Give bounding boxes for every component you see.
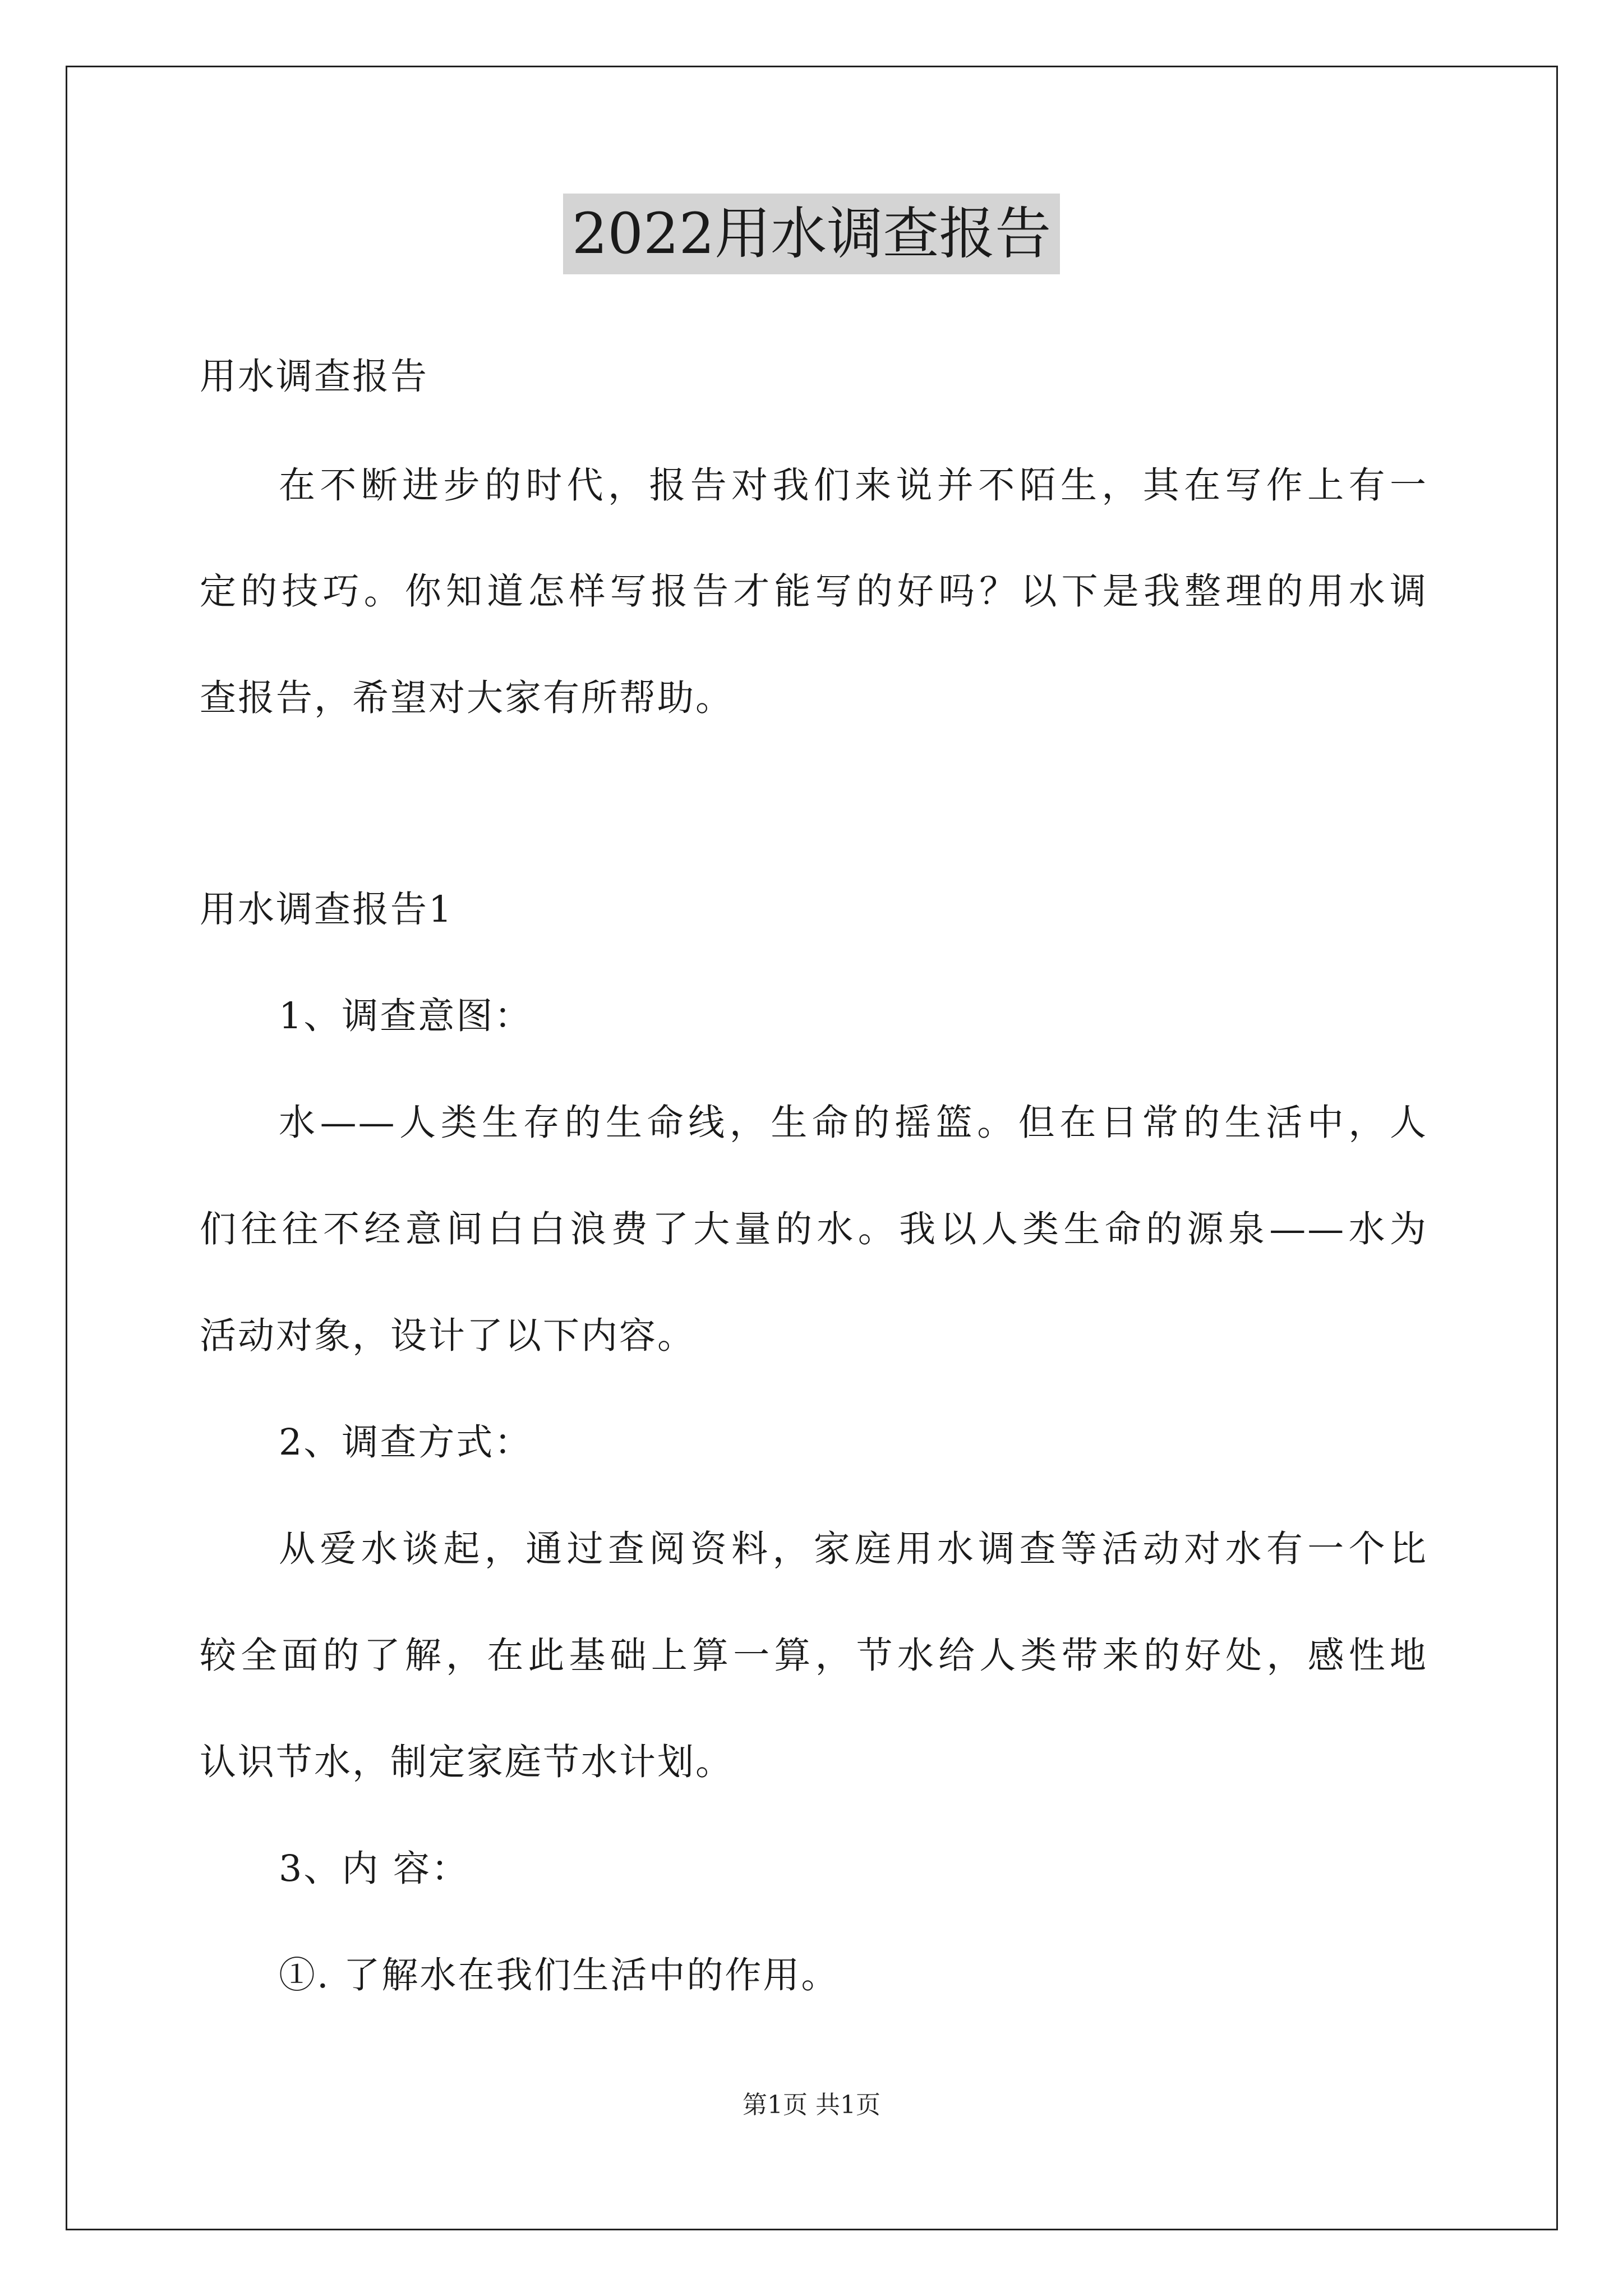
method-paragraph-line-2: 较全面的了解，在此基础上算一算，节水给人类带来的好处，感性地 (200, 1635, 1428, 1677)
title-container (0, 194, 1623, 274)
subheading-method: 2、调查方式： (279, 1421, 533, 1464)
intro-paragraph-line-2: 定的技巧。你知道怎样写报告才能写的好吗？以下是我整理的用水调 (200, 570, 1428, 613)
page-footer: 第1页 共1页 (743, 2091, 880, 2119)
section-heading-intro: 用水调查报告 (200, 356, 429, 398)
subheading-content: 3、内 容： (279, 1848, 470, 1890)
content-item-1: ①. 了解水在我们生活中的作用。 (279, 1954, 840, 1996)
purpose-paragraph-line-3: 活动对象，设计了以下内容。 (200, 1315, 696, 1357)
document-title: 2022用水调查报告 (563, 194, 1061, 274)
intro-paragraph-line-1: 在不断进步的时代，报告对我们来说并不陌生，其在写作上有一 (279, 464, 1428, 507)
subheading-purpose: 1、调查意图： (279, 995, 533, 1037)
purpose-paragraph-line-1: 水——人类生存的生命线，生命的摇篮。但在日常的生活中，人 (279, 1102, 1428, 1144)
method-paragraph-line-3: 认识节水，制定家庭节水计划。 (200, 1741, 734, 1783)
purpose-paragraph-line-2: 们往往不经意间白白浪费了大量的水。我以人类生命的源泉——水为 (200, 1208, 1428, 1250)
method-paragraph-line-1: 从爱水谈起，通过查阅资料，家庭用水调查等活动对水有一个比 (279, 1528, 1428, 1570)
section-heading-report-1: 用水调查报告1 (200, 889, 454, 931)
intro-paragraph-line-3: 查报告，希望对大家有所帮助。 (200, 677, 734, 719)
